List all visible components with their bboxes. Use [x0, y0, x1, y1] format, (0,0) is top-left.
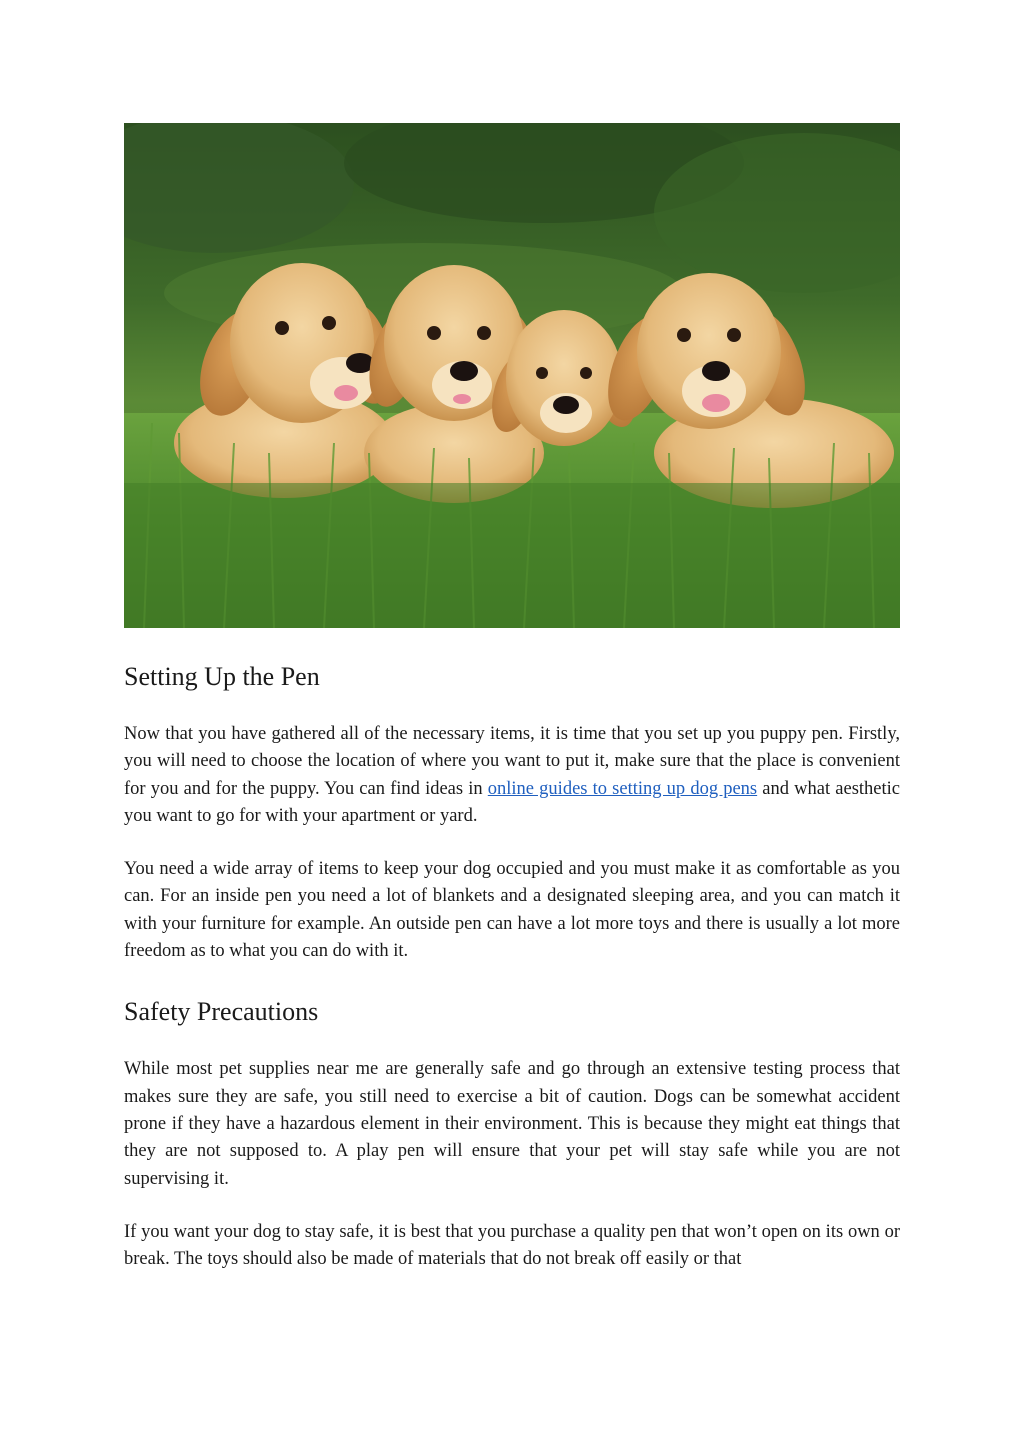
paragraph-safety-1: While most pet supplies near me are generally safe and go through an extensive testing process that makes sure they are safe, you still need to exercise a bit of caution. Dogs can be somewhat accident prone if they have a hazardous element in their environment. This is because they might eat things that they are not supposed to. A play pen will ensure that your pet will stay safe while you are not supervising it.	[124, 1059, 900, 1189]
paragraph-safety-2: If you want your dog to stay safe, it is best that you purchase a quality pen that won’t open on its own or break. The toys should also be made of materials that do not break off easily or that	[124, 1221, 900, 1270]
section-heading-setting-up: Setting Up the Pen	[124, 662, 320, 691]
paragraph-text: and what aesthetic you want to go for with your apartment or yard.	[124, 778, 900, 826]
section-heading-safety: Safety Precautions	[124, 997, 319, 1027]
document-page	[124, 123, 900, 1273]
puppies-photo	[124, 123, 900, 628]
paragraph-setting-up-2: You need a wide array of items to keep your dog occupied and you must make it as comfortable as you can. For an inside pen you need a lot of blankets and a designated sleeping area, and you can match it with your furniture for example. An outside pen can have a lot more toys and there is usually a lot more freedom as to what you can do with it.	[124, 859, 900, 962]
online-guides-link[interactable]: online guides to setting up dog pens	[487, 778, 758, 799]
paragraph-text: Now that you have gathered all of the necessary items, it is time that you set up you puppy pen. Firstly, you will need to choose the location of where you want to put it, make sure that the place is convenient for you and for the puppy. You can find ideas in	[124, 724, 900, 799]
paragraph-setting-up-1	[124, 721, 900, 830]
